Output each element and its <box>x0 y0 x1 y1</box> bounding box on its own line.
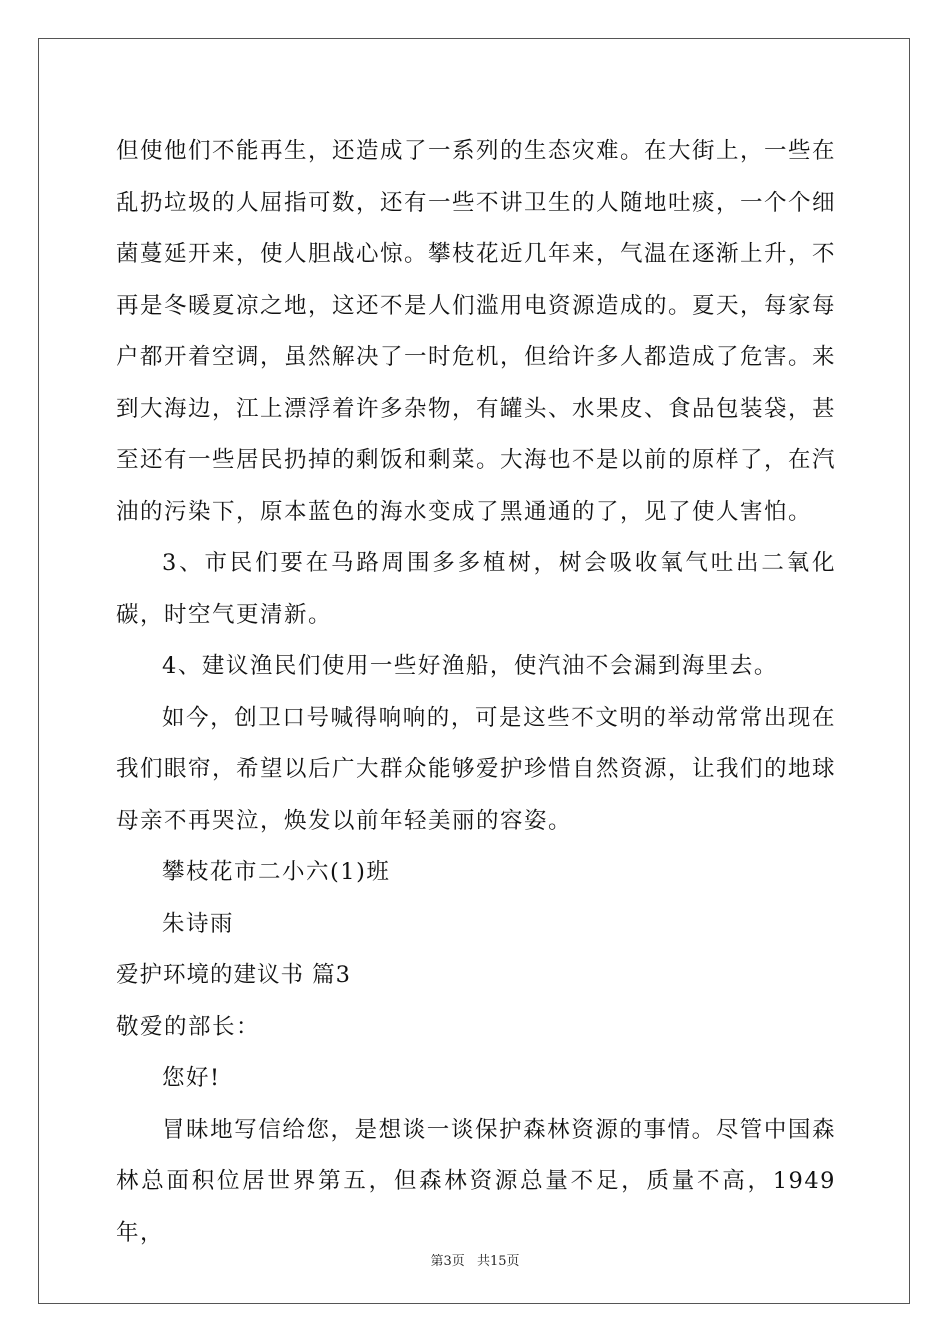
signature-author: 朱诗雨 <box>162 910 235 937</box>
paragraph-forest-intro: 冒昧地写信给您，是想谈一谈保护森林资源的事情。尽管中国森林总面积位居世界第五，但森林资源总量不足，质量不高，1949年， <box>116 1116 836 1246</box>
letter-salutation: 敬爱的部长： <box>116 1013 261 1040</box>
page-footer <box>0 1250 950 1269</box>
document-body <box>116 126 836 1259</box>
paragraph-suggestion-4: 4、建议渔民们使用一些好渔船，使汽油不会漏到海里去。 <box>162 653 778 679</box>
paragraph-conclusion: 如今，创卫口号喊得响响的，可是这些不文明的举动常常出现在我们眼帘，希望以后广大群众能够爱护珍惜自然资源，让我们的地球母亲不再哭泣，焕发以前年轻美丽的容姿。 <box>116 704 837 834</box>
page-number: 第3页 <box>430 1254 465 1269</box>
letter-greeting: 您好! <box>162 1065 221 1091</box>
signature-class: 攀枝花市二小六(1)班 <box>162 859 391 885</box>
page-total: 共15页 <box>476 1254 520 1269</box>
paragraph-pollution-description: 但使他们不能再生，还造成了一系列的生态灾难。在大街上，一些在乱扔垃圾的人屈指可数，还有一些不讲卫生的人随地吐痰，一个个细菌蔓延开来，使人胆战心惊。攀枝花近几年来，气温在逐渐上升，不再是冬暖夏凉之地，这还不是人们滥用电资源造成的。夏天，每家每户都开着空调，虽然解决了一时危机，但给许多人都造成了危害。来到大海边，江上漂浮着许多杂物，有罐头、水果皮、食品包装袋，甚至还有一些居民扔掉的剩饭和剩菜。大海也不是以前的原样了，在汽油的污染下，原本蓝色的海水变成了黑通通的了，见了使人害怕。 <box>116 138 837 525</box>
paragraph-suggestion-3: 3、市民们要在马路周围多多植树，树会吸收氧气吐出二氧化碳，时空气更清新。 <box>116 550 836 628</box>
section-heading: 爱护环境的建议书 篇3 <box>116 962 351 988</box>
